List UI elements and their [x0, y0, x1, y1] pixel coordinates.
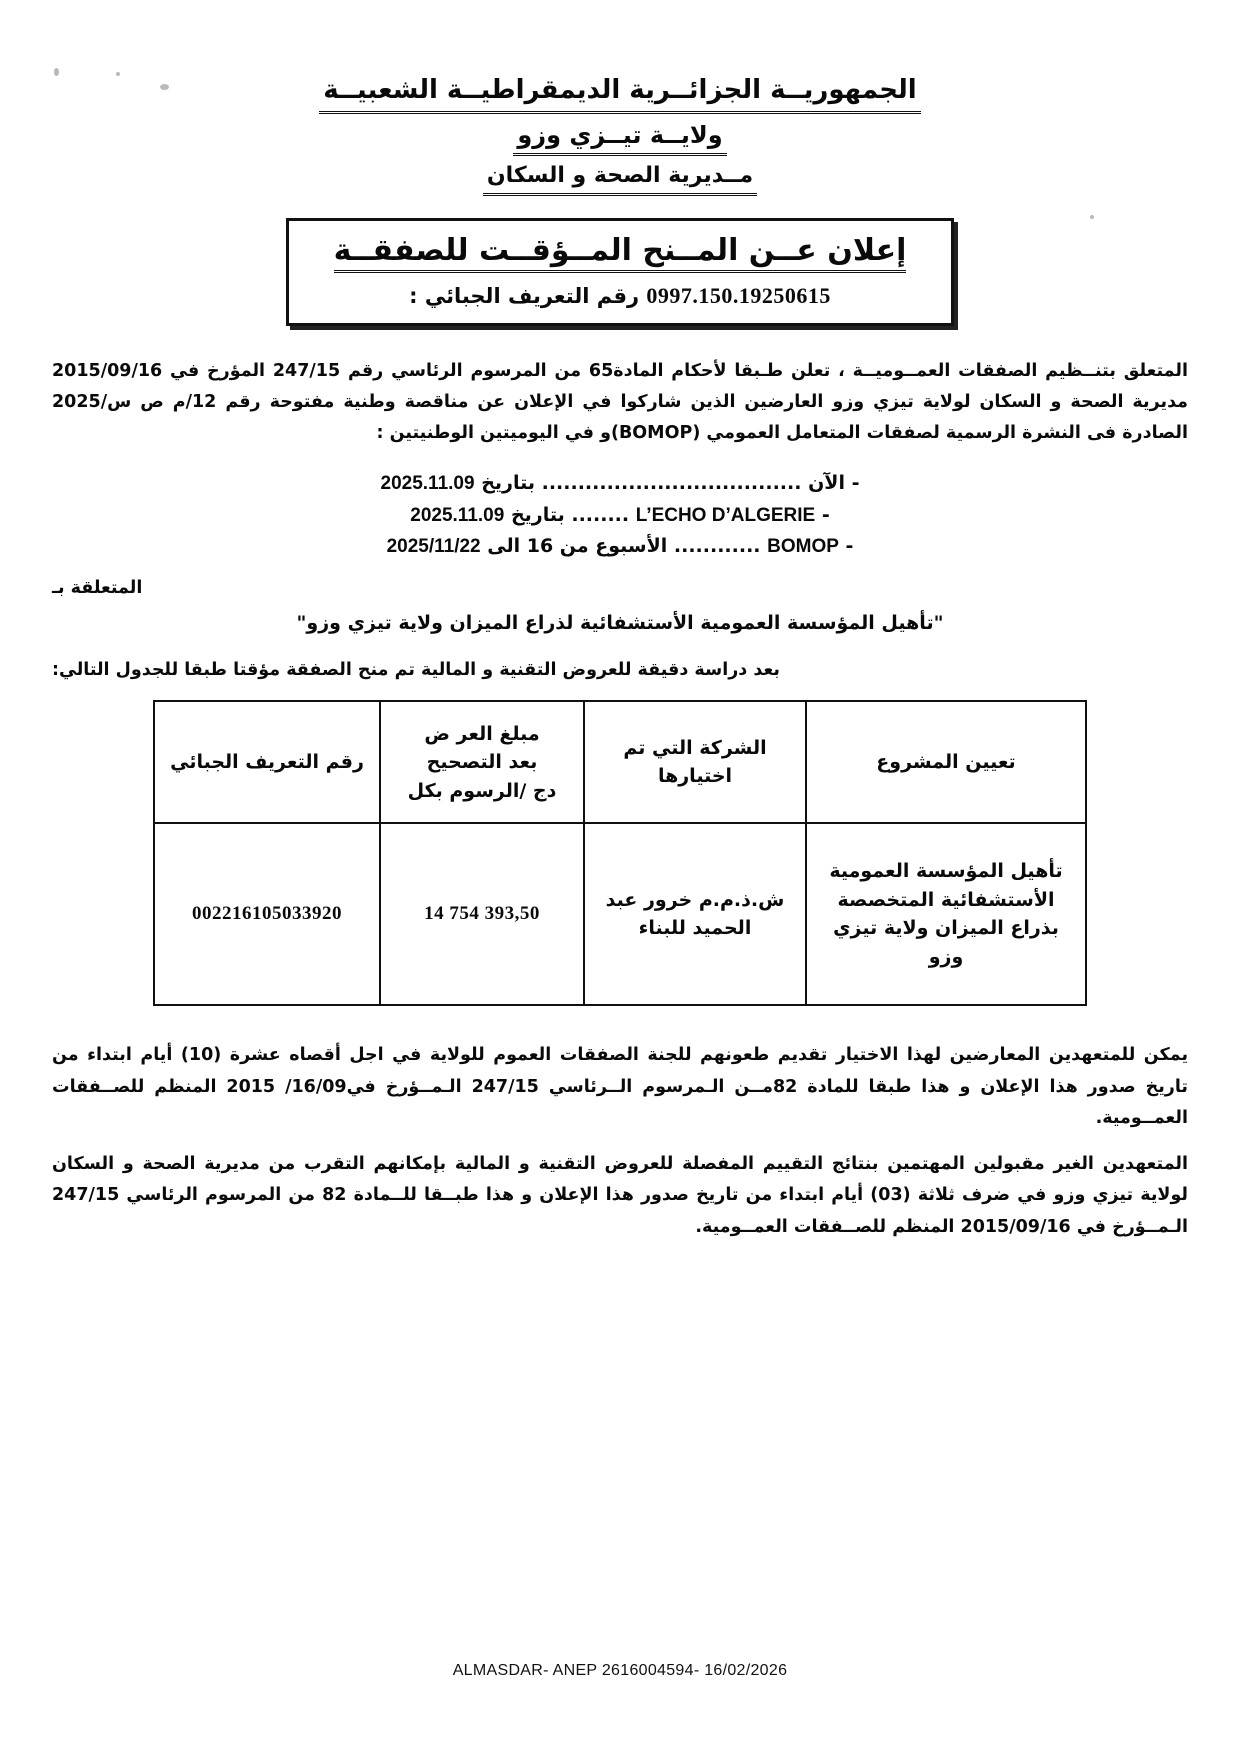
closing-paragraphs [52, 1040, 1188, 1243]
newspaper-dots: ............ [673, 535, 761, 558]
header-nif: رقم التعريف الجبائي [154, 701, 380, 823]
newspaper-dots: .................................... [541, 472, 802, 495]
project-subject: "تأهيل المؤسسة العمومية الأستشفائية لذراع الميزان ولاية تيزي وزو" [296, 612, 944, 635]
appeal-paragraph: يمكن للمتعهدين المعارضين لهذا الاختيار تقديم طعونهم للجنة الصفقات العموم للولاية في اجل أقصاه عشرة (10) أيام ابتداء من تاريخ صدور هذا الإعلان و هذا طبقا للمادة 82مــن الـمرسوم الــرئاسي 247/15 الـمــؤرخ في16/09/ 2015 المنظم للصــفقات العمــومية. [52, 1045, 1189, 1129]
header-company: الشركة التي تم اختيارها [584, 701, 806, 823]
tax-id-value: 0997.150.19250615 [646, 283, 831, 309]
scan-speckle [116, 72, 120, 76]
scan-speckle [160, 84, 169, 90]
header-project: تعيين المشروع [806, 701, 1086, 823]
tax-id-line [303, 283, 937, 309]
newspaper-dash: - [851, 472, 860, 495]
header-amount-line3: دج /الرسوم بكل [407, 779, 557, 802]
relating-label: المتعلقة بـ [52, 578, 143, 599]
table-header-row [154, 701, 1086, 823]
newspaper-date-label: بتاريخ [481, 472, 535, 495]
newspaper-name: BOMOP [767, 536, 839, 558]
newspaper-item [52, 531, 1188, 562]
newspaper-date-label: الأسبوع من 16 الى [487, 535, 668, 558]
newspaper-date-label: بتاريخ [510, 503, 565, 526]
scan-speckle [1090, 215, 1094, 219]
announcement-title-box [286, 218, 954, 326]
newspaper-date: 2025.11.09 [380, 473, 475, 495]
newspaper-dash: - [821, 503, 830, 526]
header-directorate-line: مــديرية الصحة و السكان [483, 160, 757, 196]
newspaper-dots: ........ [571, 503, 630, 526]
after-study-text: بعد دراسة دقيقة للعروض التقنية و المالية تم منح الصفقة مؤقتا طبقا للجدول التالي: [52, 660, 780, 681]
newspaper-item [52, 500, 1188, 531]
intro-text: المتعلق بتنــظيم الصفقات العمــوميــة ، تعلن طـبقا لأحكام المادة65 من المرسوم الرئاسي رقم 247/15 المؤرخ في 2015/09/16 مديرية الصحة و السكان لولاية تيزي وزو العارضين الذين شاركوا في الإعلان عن مناقصة وطنية مفتوحة رقم 12/م ص س/2025 الصادرة فى النشرة الرسمية لصفقات المتعامل العمومي (BOMOP)و في اليوميتين الوطنيتين : [52, 361, 1189, 443]
newspaper-item [52, 468, 1188, 499]
award-table [153, 700, 1087, 1006]
cell-company: ش.ذ.م.م خرور عبد الحميد للبناء [584, 823, 806, 1005]
cell-amount: 14 754 393,50 [380, 823, 584, 1005]
cell-nif: 002216105033920 [154, 823, 380, 1005]
newspaper-name: L’ECHO D’ALGERIE [635, 504, 816, 526]
newspaper-date: 2025/11/22 [386, 536, 481, 558]
newspaper-name: الآن [808, 472, 845, 495]
scan-speckle [54, 68, 59, 76]
newspaper-list [52, 468, 1188, 562]
announcement-title: إعلان عــن المــنح المــؤقــت للصفقــة [334, 233, 907, 273]
award-table-body [154, 823, 1086, 1005]
header-republic-line: الجمهوريــة الجزائــرية الديمقراطيــة الشعبيــة [319, 72, 920, 114]
document-footer: ALMASDAR- ANEP 2616004594- 16/02/2026 [452, 1662, 788, 1679]
header-amount-line1: مبلغ العر ض [424, 722, 540, 745]
debriefing-paragraph: المتعهدين الغير مقبولين المهتمين بنتائج التقييم المفصلة للعروض التقنية و المالية بإمكانهم التقرب من مديرية الصحة و السكان لولاية تيزي وزو في ضرف ثلاثة (03) أيام ابتداء من تاريخ صدور هذا الإعلان و هذا طبــقا للــمادة 82 من المرسوم الرئاسي 247/15 الـمــؤرخ في 2015/09/16 المنظم للصــفقات العمــومية. [52, 1153, 1188, 1237]
cell-project: تأهيل المؤسسة العمومية الأستشفائية المتخصصة بذراع الميزان ولاية تيزي وزو [806, 823, 1086, 1005]
header-amount-line2: بعد التصحيح [426, 751, 538, 774]
tax-id-label: رقم التعريف الجبائي : [409, 284, 640, 309]
award-table-head [154, 701, 1086, 823]
newspaper-date: 2025.11.09 [410, 504, 505, 526]
table-row [154, 823, 1086, 1005]
intro-paragraph [52, 356, 1188, 448]
header-amount [380, 701, 584, 823]
newspaper-dash: - [845, 535, 854, 558]
header-wilaya-line: ولايــة تيــزي وزو [513, 118, 726, 157]
document-header [0, 0, 1240, 200]
